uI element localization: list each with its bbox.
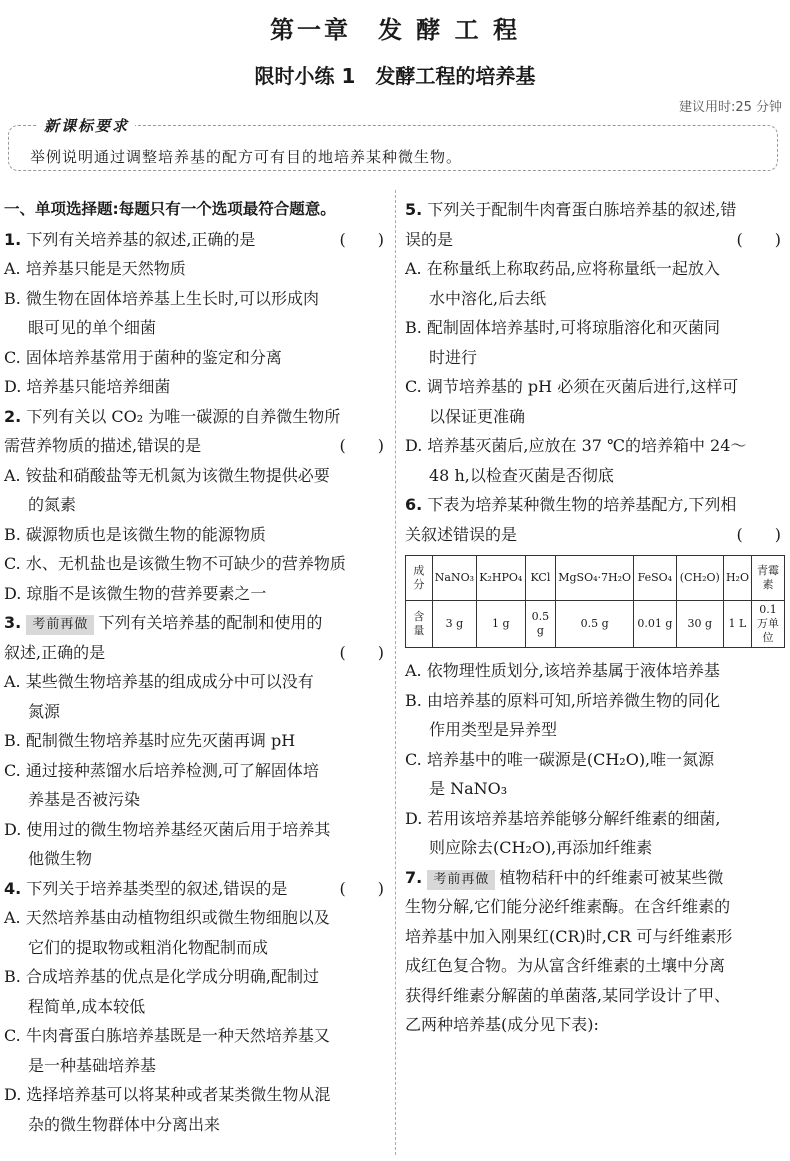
- question-stem: 下列有关培养基的配制和使用的: [98, 613, 323, 632]
- answer-bracket[interactable]: ( ): [339, 642, 384, 662]
- option-a-cont: 它们的提取物或粗消化物配制而成: [28, 937, 269, 957]
- option-d: D. 琼脂不是该微生物的营养要素之一: [4, 583, 267, 603]
- table-cell: KCl: [525, 556, 556, 601]
- option-b: B. 微生物在固体培养基上生长时,可以形成肉: [4, 288, 320, 308]
- option-d: D. 培养基只能培养细菌: [4, 377, 171, 396]
- left-column: [4, 195, 388, 1139]
- option-b-cont: 时进行: [429, 347, 478, 367]
- option-c: C. 固体培养基常用于菌种的鉴定和分离: [4, 347, 282, 367]
- question-stem-cont: 关叙述错误的是: [405, 524, 518, 544]
- question-number: 7.: [405, 867, 423, 887]
- answer-bracket[interactable]: ( ): [339, 229, 384, 249]
- question-text-line: 生物分解,它们能分泌纤维素酶。在含纤维素的: [405, 897, 731, 916]
- table-header-row: [406, 556, 785, 601]
- option-c: C. 牛肉膏蛋白胨培养基既是一种天然培养基又: [4, 1026, 330, 1045]
- question-stem: 下列关于培养基类型的叙述,错误的是: [26, 878, 288, 898]
- option-b-cont: 作用类型是异养型: [429, 720, 558, 739]
- option-b-cont: 眼可见的单个细菌: [28, 318, 157, 337]
- option-d-cont: 48 h,以检查灭菌是否彻底: [429, 465, 614, 485]
- option-a: A. 在称量纸上称取药品,应将称量纸一起放入: [405, 259, 720, 278]
- option-c: C. 培养基中的唯一碳源是(CH₂O),唯一氮源: [405, 749, 715, 769]
- question-number: 6.: [405, 495, 423, 514]
- option-c-cont: 是一种基础培养基: [28, 1055, 157, 1075]
- question-7: [405, 863, 785, 1040]
- option-b: B. 配制微生物培养基时应先灭菌再调 pH: [4, 731, 296, 750]
- question-6: [405, 490, 785, 863]
- column-divider: [395, 190, 396, 1155]
- answer-bracket[interactable]: ( ): [736, 229, 781, 249]
- answer-bracket[interactable]: ( ): [339, 878, 384, 898]
- option-c: C. 通过接种蒸馏水后培养检测,可了解固体培: [4, 760, 319, 780]
- question-stem-cont: 需营养物质的描述,错误的是: [4, 436, 202, 455]
- question-text-line: 获得纤维素分解菌的单菌落,某同学设计了甲、: [405, 985, 731, 1005]
- lesson-title: 限时小练 1 发酵工程的培养基: [254, 64, 536, 88]
- table-cell: FeSO₄: [634, 556, 677, 601]
- option-b: B. 碳源物质也是该微生物的能源物质: [4, 524, 266, 544]
- table-cell: 1 g: [477, 601, 526, 648]
- requirement-title: 新课标要求: [38, 115, 135, 136]
- table-cell: MgSO₄·7H₂O: [556, 556, 634, 601]
- option-a-cont: 的氮素: [28, 495, 77, 514]
- question-4: [4, 874, 388, 1140]
- table-cell: 3 g: [432, 601, 476, 648]
- question-number: 1.: [4, 229, 22, 249]
- question-text-line: 培养基中加入刚果红(CR)时,CR 可与纤维素形: [405, 926, 733, 946]
- table-cell: 成分: [406, 556, 433, 601]
- option-d: D. 培养基灭菌后,应放在 37 ℃的培养箱中 24～: [405, 436, 747, 455]
- question-2: [4, 402, 388, 609]
- option-c-cont: 以保证更准确: [429, 406, 526, 426]
- question-number: 4.: [4, 878, 22, 898]
- chapter-title: 第一章 发 酵 工 程: [269, 15, 521, 44]
- section-heading: 一、单项选择题:每题只有一个选项最符合题意。: [4, 200, 336, 218]
- option-d-cont: 则应除去(CH₂O),再添加纤维素: [429, 838, 653, 857]
- option-a-cont: 水中溶化,后去纸: [429, 288, 547, 308]
- table-cell: 含量: [406, 601, 433, 648]
- requirement-text: 举例说明通过调整培养基的配方可有目的地培养某种微生物。: [30, 148, 463, 166]
- option-b: B. 合成培养基的优点是化学成分明确,配制过: [4, 967, 320, 986]
- question-stem: 下表为培养某种微生物的培养基配方,下列相: [427, 495, 737, 514]
- table-row: [406, 601, 785, 648]
- question-number: 3.: [4, 613, 22, 632]
- option-d-cont: 杂的微生物群体中分离出来: [28, 1114, 221, 1134]
- question-stem: 植物秸秆中的纤维素可被某些微: [499, 867, 724, 887]
- question-number: 2.: [4, 406, 22, 426]
- table-cell: 0.1 万单位: [751, 601, 784, 648]
- question-text-line: 乙两种培养基(成分见下表):: [405, 1015, 599, 1034]
- option-a: A. 铵盐和硝酸盐等无机氮为该微生物提供必要: [4, 465, 330, 485]
- option-c-cont: 养基是否被污染: [28, 790, 141, 809]
- table-cell: NaNO₃: [432, 556, 476, 601]
- option-b: B. 配制固体培养基时,可将琼脂溶化和灭菌同: [405, 318, 721, 337]
- question-stem: 下列有关培养基的叙述,正确的是: [26, 229, 256, 249]
- question-stem: 下列有关以 CO₂ 为唯一碳源的自养微生物所: [26, 406, 341, 426]
- table-cell: 0.5 g: [556, 601, 634, 648]
- review-tag: 考前再做: [427, 870, 495, 890]
- table-cell: 0.01 g: [634, 601, 677, 648]
- table-cell: 0.5 g: [525, 601, 556, 648]
- answer-bracket[interactable]: ( ): [736, 524, 781, 544]
- review-tag: 考前再做: [26, 615, 94, 635]
- question-stem-cont: 叙述,正确的是: [4, 642, 106, 662]
- option-c: C. 水、无机盐也是该微生物不可缺少的营养物质: [4, 554, 346, 573]
- table-cell: K₂HPO₄: [477, 556, 526, 601]
- option-b: B. 由培养基的原料可知,所培养微生物的同化: [405, 690, 721, 710]
- table-cell: (CH₂O): [676, 556, 723, 601]
- option-c-cont: 是 NaNO₃: [429, 779, 508, 798]
- question-5: [405, 195, 785, 490]
- question-stem-cont: 误的是: [405, 229, 454, 249]
- option-d: D. 使用过的微生物培养基经灭菌后用于培养其: [4, 819, 331, 839]
- table-cell: 青霉素: [751, 556, 784, 601]
- right-column: [405, 195, 785, 1040]
- option-a: A. 天然培养基由动植物组织或微生物细胞以及: [4, 908, 330, 927]
- question-text-line: 成红色复合物。为从富含纤维素的土壤中分离: [405, 956, 726, 975]
- question-number: 5.: [405, 200, 423, 219]
- table-cell: H₂O: [723, 556, 751, 601]
- option-a-cont: 氮源: [28, 701, 61, 721]
- question-3: [4, 608, 388, 874]
- option-d: D. 选择培养基可以将某种或者某类微生物从混: [4, 1085, 331, 1104]
- option-b-cont: 程简单,成本较低: [28, 996, 146, 1016]
- question-stem: 下列关于配制牛肉膏蛋白胨培养基的叙述,错: [427, 200, 737, 219]
- question-1: [4, 225, 388, 402]
- option-a: A. 某些微生物培养基的组成成分中可以没有: [4, 672, 314, 691]
- medium-recipe-table: [405, 555, 785, 648]
- suggested-time: 建议用时:25 分钟: [678, 100, 782, 115]
- option-d: D. 若用该培养基培养能够分解纤维素的细菌,: [405, 808, 721, 828]
- table-cell: 1 L: [723, 601, 751, 648]
- option-a: A. 培养基只能是天然物质: [4, 259, 186, 278]
- option-d-cont: 他微生物: [28, 849, 93, 868]
- answer-bracket[interactable]: ( ): [339, 436, 384, 455]
- option-c: C. 调节培养基的 pH 必须在灭菌后进行,这样可: [405, 377, 739, 396]
- table-cell: 30 g: [676, 601, 723, 648]
- option-a: A. 依物理性质划分,该培养基属于液体培养基: [405, 661, 720, 680]
